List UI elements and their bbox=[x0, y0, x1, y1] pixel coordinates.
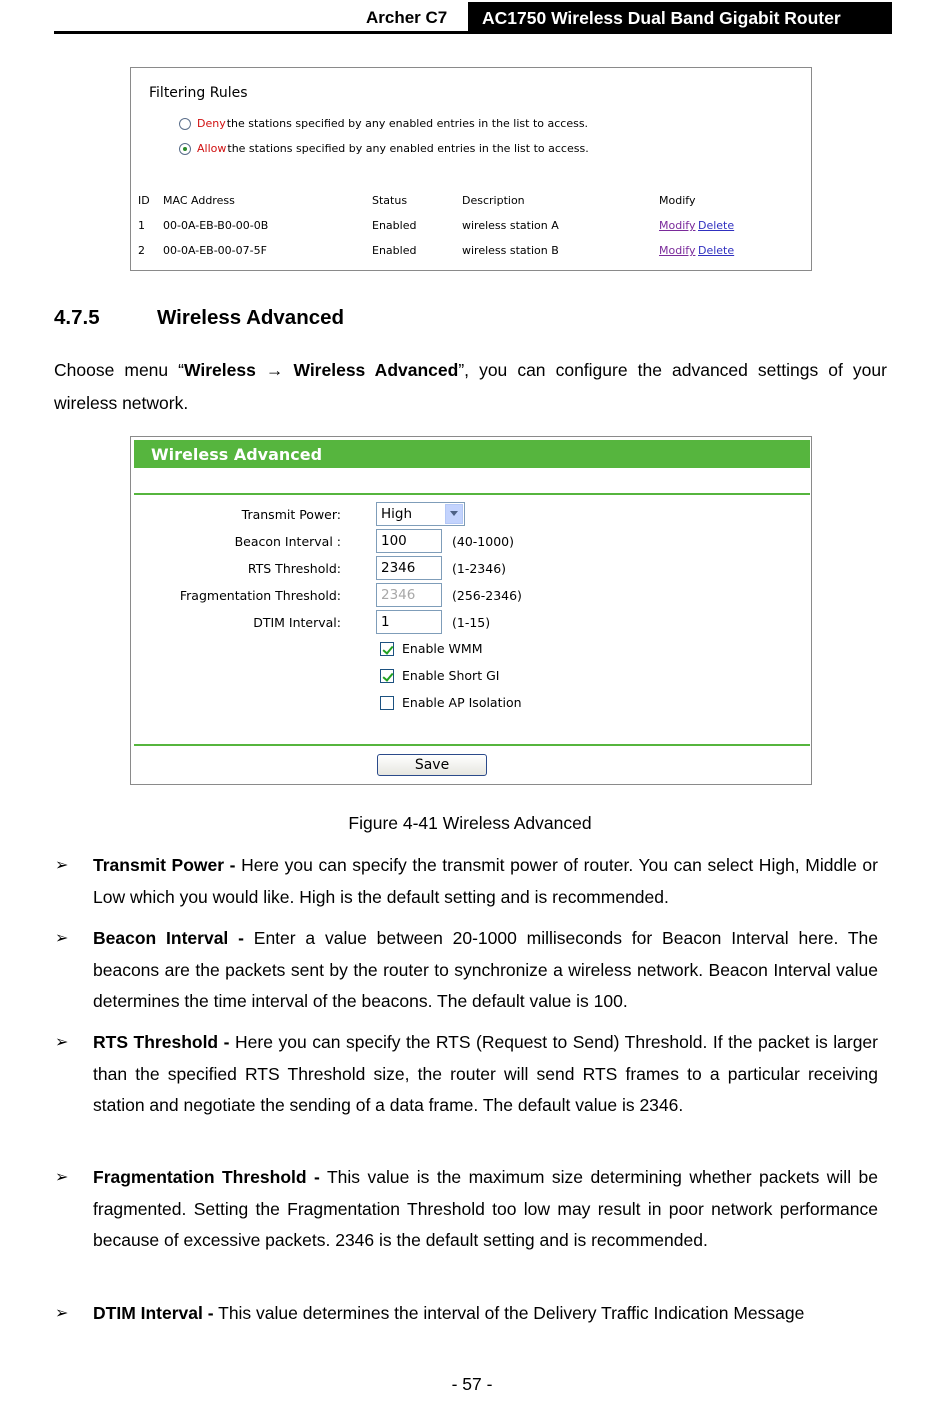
header-model: Archer C7 bbox=[366, 8, 448, 27]
table-cell-status: Enabled bbox=[372, 244, 417, 257]
table-cell-mac: 00-0A-EB-B0-00-0B bbox=[163, 219, 269, 232]
bullet-transmit-power bbox=[55, 850, 878, 913]
table-cell-status: Enabled bbox=[372, 219, 417, 232]
figure-caption: Figure 4-41 Wireless Advanced bbox=[348, 813, 592, 833]
enable-wmm-checkbox[interactable] bbox=[380, 642, 394, 656]
wireless-advanced-figure bbox=[130, 436, 812, 785]
enable-short-gi-label: Enable Short GI bbox=[402, 668, 500, 683]
deny-option[interactable] bbox=[179, 117, 588, 130]
enable-wmm-label: Enable WMM bbox=[402, 641, 483, 656]
allow-radio[interactable] bbox=[179, 143, 191, 155]
header-rule bbox=[54, 31, 892, 34]
wireless-advanced-banner: Wireless Advanced bbox=[134, 440, 810, 468]
enable-ap-isolation-option[interactable] bbox=[380, 695, 522, 710]
modify-link[interactable]: Modify bbox=[659, 244, 696, 257]
enable-short-gi-option[interactable] bbox=[380, 668, 499, 683]
filtering-rules-figure bbox=[130, 67, 812, 271]
bullet-term: Transmit Power - bbox=[93, 855, 236, 875]
delete-link[interactable]: Delete bbox=[698, 219, 735, 232]
fragmentation-threshold-input[interactable]: 2346 bbox=[376, 583, 442, 607]
col-header-status: Status bbox=[372, 194, 408, 207]
page-number: - 57 - bbox=[451, 1374, 493, 1394]
dtim-interval-label: DTIM Interval: bbox=[253, 615, 341, 630]
modify-link[interactable]: Modify bbox=[659, 219, 696, 232]
section-title: Wireless Advanced bbox=[157, 306, 345, 329]
bullet-term: DTIM Interval - bbox=[93, 1303, 214, 1323]
table-cell-description: wireless station B bbox=[462, 244, 559, 257]
table-cell-id: 2 bbox=[138, 244, 145, 257]
bullet-dtim-interval bbox=[55, 1298, 878, 1330]
col-header-modify: Modify bbox=[659, 194, 696, 207]
beacon-interval-label: Beacon Interval : bbox=[234, 534, 341, 549]
transmit-power-select[interactable] bbox=[376, 502, 465, 526]
filtering-rules-title: Filtering Rules bbox=[149, 85, 248, 101]
table-cell-description: wireless station A bbox=[462, 219, 559, 232]
bullet-beacon-interval bbox=[55, 923, 878, 1018]
bullet-text: Here you can specify the transmit power of router. You can select High, Middle or Low which you would like. High is the default setting and is recommended. bbox=[93, 855, 878, 907]
bullet-text: This value is the maximum size determining whether packets will be fragmented. Setting the Fragmentation Threshold too low may result in poor network performance because of excessive packets. 2346 is the default setting and is recommended. bbox=[93, 1167, 878, 1251]
enable-ap-isolation-label: Enable AP Isolation bbox=[402, 695, 522, 710]
bullet-text: This value determines the interval of the Delivery Traffic Indication Message bbox=[213, 1303, 805, 1323]
intro-menu-wireless-advanced: Wireless Advanced bbox=[293, 360, 459, 380]
bullet-term: Fragmentation Threshold - bbox=[93, 1167, 320, 1187]
rts-threshold-label: RTS Threshold: bbox=[247, 561, 341, 576]
header-product: AC1750 Wireless Dual Band Gigabit Router bbox=[468, 2, 892, 33]
bullet-term: RTS Threshold - bbox=[93, 1032, 230, 1052]
col-header-id: ID bbox=[138, 194, 150, 207]
page-header bbox=[54, 2, 892, 34]
enable-short-gi-checkbox[interactable] bbox=[380, 669, 394, 683]
col-header-mac: MAC Address bbox=[163, 194, 235, 207]
table-cell-mac: 00-0A-EB-00-07-5F bbox=[163, 244, 267, 257]
bullet-text: Enter a value between 20-1000 milliseconds for Beacon Interval here. The beacons are the packets sent by the router to synchronize a wireless network. Beacon Interval value determines the time interval of the beacons. The default value is 100. bbox=[93, 928, 878, 1012]
save-button[interactable]: Save bbox=[377, 754, 487, 776]
rts-threshold-input[interactable]: 2346 bbox=[376, 556, 442, 580]
allow-text: the stations specified by any enabled entries in the list to access. bbox=[227, 142, 589, 155]
bullet-term: Beacon Interval - bbox=[93, 928, 244, 948]
bullet-fragmentation-threshold bbox=[55, 1162, 878, 1257]
transmit-power-value: High bbox=[381, 506, 413, 522]
enable-wmm-option[interactable] bbox=[380, 641, 482, 656]
bullet-arrow-icon: ➢ bbox=[55, 930, 69, 947]
intro-suffix: ”, you can configure the advanced settings of your wireless network. bbox=[54, 360, 887, 413]
col-header-description: Description bbox=[462, 194, 525, 207]
bullet-arrow-icon: ➢ bbox=[55, 857, 69, 874]
beacon-interval-range: (40-1000) bbox=[452, 534, 514, 549]
section-number: 4.7.5 bbox=[54, 306, 100, 329]
bullet-arrow-icon: ➢ bbox=[55, 1169, 69, 1186]
chevron-down-icon[interactable] bbox=[445, 504, 463, 524]
rts-threshold-range: (1-2346) bbox=[452, 561, 507, 576]
enable-ap-isolation-checkbox[interactable] bbox=[380, 696, 394, 710]
allow-option[interactable] bbox=[179, 142, 589, 155]
delete-link[interactable]: Delete bbox=[698, 244, 735, 257]
table-cell-id: 1 bbox=[138, 219, 145, 232]
divider bbox=[134, 493, 810, 495]
bullet-arrow-icon: ➢ bbox=[55, 1034, 69, 1051]
allow-keyword: Allow bbox=[197, 142, 227, 155]
intro-prefix: Choose menu “ bbox=[54, 360, 185, 380]
transmit-power-label: Transmit Power: bbox=[241, 507, 341, 522]
dtim-interval-input[interactable]: 1 bbox=[376, 610, 442, 634]
deny-text: the stations specified by any enabled entries in the list to access. bbox=[226, 117, 589, 130]
bullet-arrow-icon: ➢ bbox=[55, 1305, 69, 1322]
section-intro bbox=[54, 354, 887, 420]
deny-radio[interactable] bbox=[179, 118, 191, 130]
fragmentation-threshold-range: (256-2346) bbox=[452, 588, 522, 603]
dtim-interval-range: (1-15) bbox=[452, 615, 491, 630]
deny-keyword: Deny bbox=[197, 117, 226, 130]
bullet-rts-threshold bbox=[55, 1027, 878, 1122]
divider bbox=[134, 744, 810, 746]
fragmentation-threshold-label: Fragmentation Threshold: bbox=[179, 588, 341, 603]
intro-menu-wireless: Wireless bbox=[184, 360, 256, 380]
bullet-text: Here you can specify the RTS (Request to Send) Threshold. If the packet is larger than the specified RTS Threshold size, the router will send RTS frames to a particular receiving station and negotiate the sending of a data frame. The default value is 2346. bbox=[93, 1032, 878, 1116]
beacon-interval-input[interactable]: 100 bbox=[376, 529, 442, 553]
arrow-icon: → bbox=[265, 360, 284, 380]
